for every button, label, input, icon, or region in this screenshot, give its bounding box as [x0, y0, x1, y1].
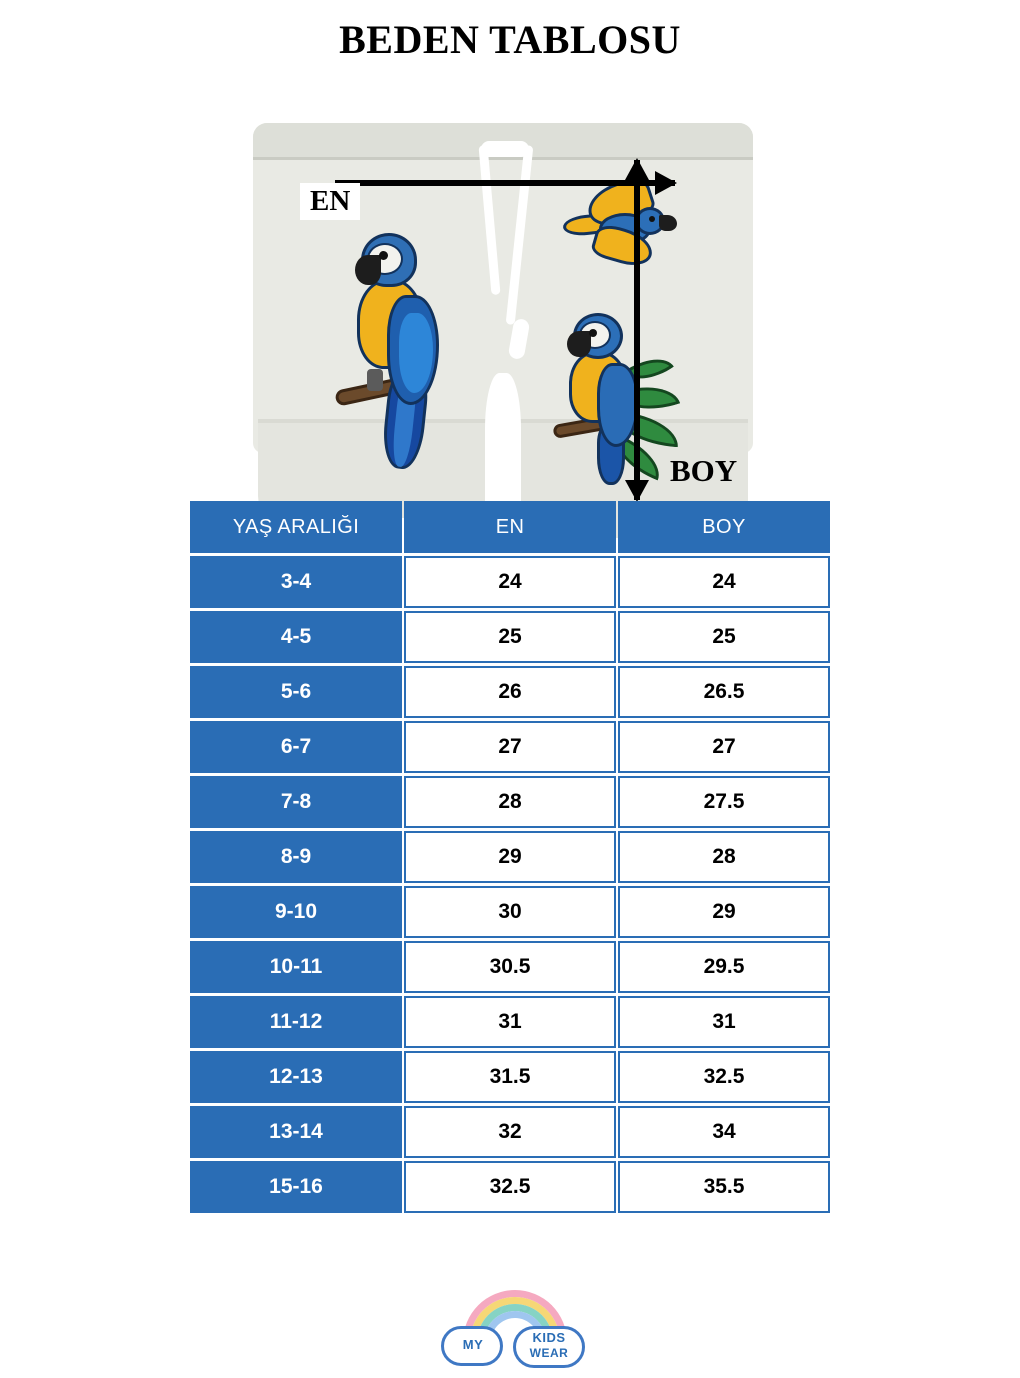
- brand-text-wear: WEAR: [529, 1346, 569, 1360]
- cell-en: 32.5: [404, 1161, 616, 1213]
- cell-en: 31.5: [404, 1051, 616, 1103]
- table-row: [190, 996, 830, 1048]
- length-label: BOY: [670, 453, 738, 488]
- size-chart-table: [188, 498, 832, 1216]
- table-row: [190, 721, 830, 773]
- page-title: BEDEN TABLOSU: [339, 17, 681, 62]
- cell-en: 32: [404, 1106, 616, 1158]
- cell-age: 9-10: [190, 886, 402, 938]
- cell-en: 30: [404, 886, 616, 938]
- cell-en: 26: [404, 666, 616, 718]
- cell-age: 13-14: [190, 1106, 402, 1158]
- column-header-en: EN: [404, 501, 616, 553]
- product-diagram: [0, 68, 1020, 488]
- cell-boy: 25: [618, 611, 830, 663]
- table-row: [190, 1051, 830, 1103]
- cell-age: 12-13: [190, 1051, 402, 1103]
- cell-boy: 24: [618, 556, 830, 608]
- table-row: [190, 776, 830, 828]
- width-label: EN: [300, 183, 360, 220]
- cell-age: 4-5: [190, 611, 402, 663]
- cell-boy: 27: [618, 721, 830, 773]
- cell-age: 6-7: [190, 721, 402, 773]
- vertical-double-arrow-icon: [634, 160, 640, 500]
- cell-en: 24: [404, 556, 616, 608]
- table-row: [190, 941, 830, 993]
- cell-en: 28: [404, 776, 616, 828]
- table-row: [190, 886, 830, 938]
- brand-text-my: MY: [462, 1337, 484, 1352]
- parrot-print-perched: [553, 313, 683, 473]
- table-row: [190, 611, 830, 663]
- cell-boy: 34: [618, 1106, 830, 1158]
- parrot-print-large: [333, 233, 463, 463]
- cell-en: 29: [404, 831, 616, 883]
- cell-age: 11-12: [190, 996, 402, 1048]
- brand-text-kids: KIDS: [532, 1330, 566, 1345]
- cell-en: 30.5: [404, 941, 616, 993]
- parrot-print-flying: [563, 183, 683, 269]
- cell-age: 7-8: [190, 776, 402, 828]
- cell-en: 25: [404, 611, 616, 663]
- cell-age: 10-11: [190, 941, 402, 993]
- cell-boy: 26.5: [618, 666, 830, 718]
- cell-boy: 32.5: [618, 1051, 830, 1103]
- cell-boy: 28: [618, 831, 830, 883]
- cell-boy: 29: [618, 886, 830, 938]
- cell-en: 31: [404, 996, 616, 1048]
- cell-age: 8-9: [190, 831, 402, 883]
- table-row: [190, 1106, 830, 1158]
- cell-boy: 35.5: [618, 1161, 830, 1213]
- table-row: [190, 1161, 830, 1213]
- cell-age: 5-6: [190, 666, 402, 718]
- cell-boy: 31: [618, 996, 830, 1048]
- column-header-age: YAŞ ARALIĞI: [190, 501, 402, 553]
- cell-age: 15-16: [190, 1161, 402, 1213]
- horizontal-arrow-icon: [335, 180, 675, 186]
- column-header-boy: BOY: [618, 501, 830, 553]
- table-row: [190, 556, 830, 608]
- cell-en: 27: [404, 721, 616, 773]
- cell-age: 3-4: [190, 556, 402, 608]
- table-row: [190, 666, 830, 718]
- cell-boy: 27.5: [618, 776, 830, 828]
- brand-logo: [441, 1290, 587, 1370]
- cell-boy: 29.5: [618, 941, 830, 993]
- table-header-row: [190, 501, 830, 553]
- table-row: [190, 831, 830, 883]
